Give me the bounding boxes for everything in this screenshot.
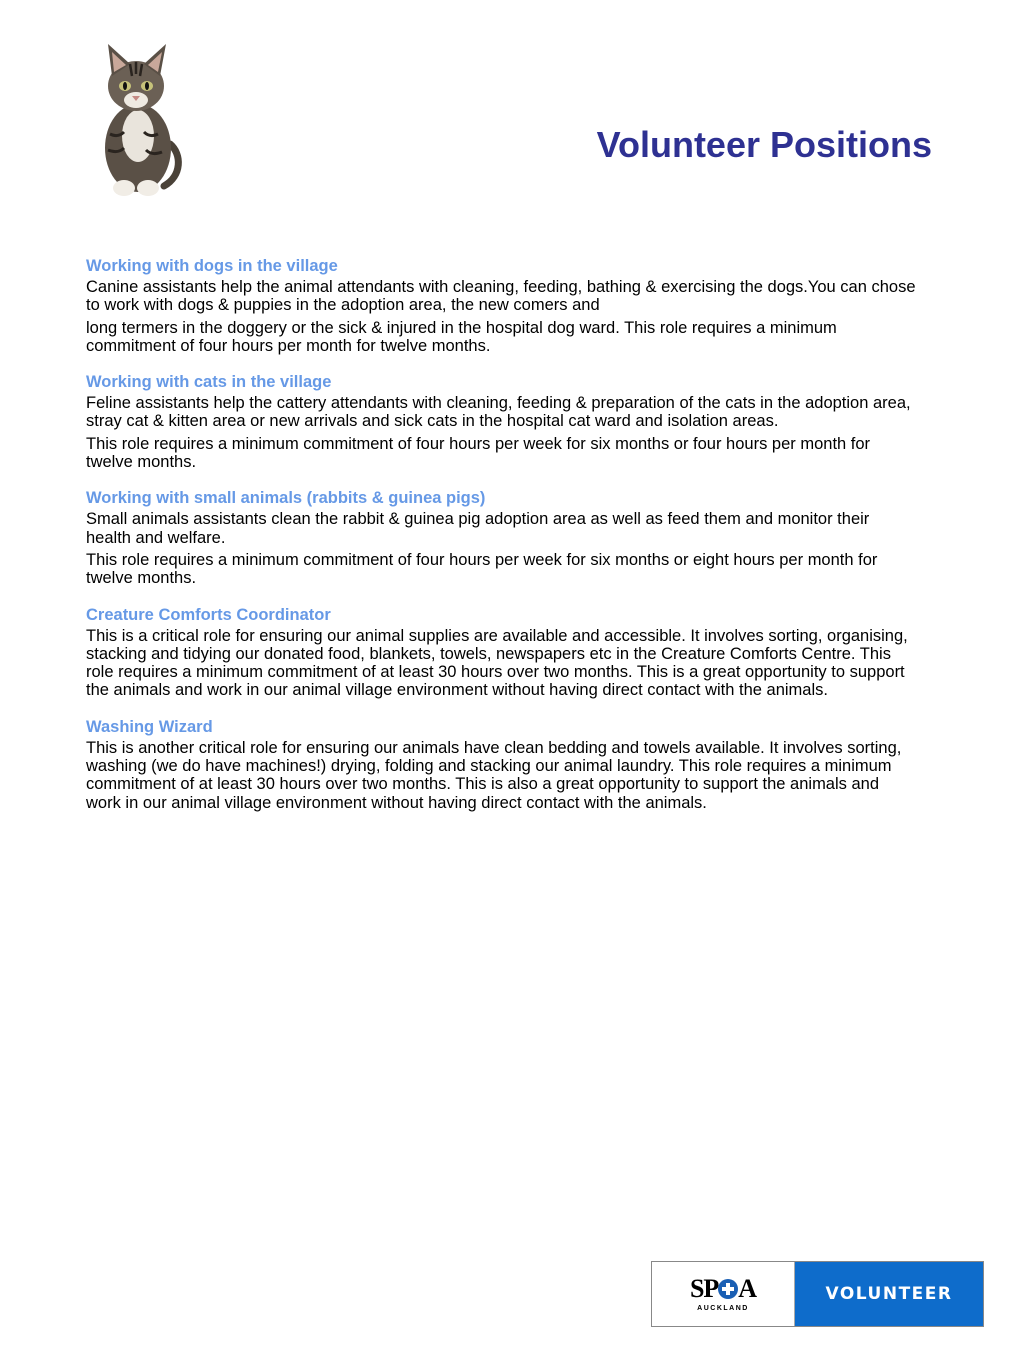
section-cats bbox=[86, 372, 916, 471]
section-creature-comforts bbox=[86, 605, 916, 700]
footer-banner bbox=[651, 1261, 984, 1327]
section-paragraph: Canine assistants help the animal attendants with cleaning, feeding, bathing & exercising the dogs.You can chose to work with dogs & puppies in the adoption area, the new comers and bbox=[86, 278, 916, 315]
section-paragraph: Feline assistants help the cattery attendants with cleaning, feeding & preparation of the cats in the adoption area, stray cat & kitten area or new arrivals and sick cats in the hospital cat ward and isolation areas. bbox=[86, 394, 911, 431]
section-heading: Creature Comforts Coordinator bbox=[86, 605, 331, 624]
kitten-image bbox=[86, 36, 186, 198]
positions-list bbox=[86, 256, 916, 829]
section-paragraph: This is a critical role for ensuring our animal supplies are available and accessible. It involves sorting, organising, stacking and tidying our donated food, blankets, towels, newspapers etc in the Creature Comforts Centre. This role requires a minimum commitment of at least 30 hours over two months. This is a great opportunity to support the animals and work in our animal village environment without having direct contact with the animals. bbox=[86, 626, 908, 700]
section-heading: Working with dogs in the village bbox=[86, 257, 338, 275]
section-dogs bbox=[86, 256, 916, 355]
section-heading: Washing Wizard bbox=[86, 717, 213, 736]
spca-logo bbox=[652, 1262, 795, 1326]
page-title: Volunteer Positions bbox=[596, 124, 932, 165]
section-washing-wizard bbox=[86, 717, 916, 812]
logo-text-left: SP bbox=[689, 1274, 719, 1303]
section-paragraph: This role requires a minimum commitment of four hours per week for six months or four hours per month for twelve months. bbox=[86, 434, 871, 472]
cross-icon bbox=[718, 1279, 738, 1299]
logo-text-right: A bbox=[738, 1274, 757, 1303]
logo-subtitle: AUCKLAND bbox=[697, 1305, 749, 1312]
section-heading: Working with small animals (rabbits & guinea pigs) bbox=[86, 489, 486, 508]
section-paragraph: This is another critical role for ensuring our animals have clean bedding and towels available. It involves sorting, washing (we do have machines!) drying, folding and stacking our animal laundry. This role requires a minimum commitment of at least 30 hours over two months. This is also a great opportunity to support the animals and work in our animal village environment without having direct contact with the animals. bbox=[86, 738, 902, 812]
section-heading: Working with cats in the village bbox=[86, 373, 332, 392]
section-small-animals bbox=[86, 488, 916, 587]
section-paragraph: Small animals assistants clean the rabbit & guinea pig adoption area as well as feed them and monitor their health and welfare. bbox=[86, 510, 870, 547]
section-paragraph: long termers in the doggery or the sick & injured in the hospital dog ward. This role requires a minimum commitment of four hours per month for twelve months. bbox=[86, 318, 837, 355]
spca-wordmark bbox=[690, 1276, 756, 1302]
section-paragraph: This role requires a minimum commitment of four hours per week for six months or eight hours per month for twelve months. bbox=[86, 550, 878, 588]
volunteer-label: VOLUNTEER bbox=[795, 1262, 983, 1326]
